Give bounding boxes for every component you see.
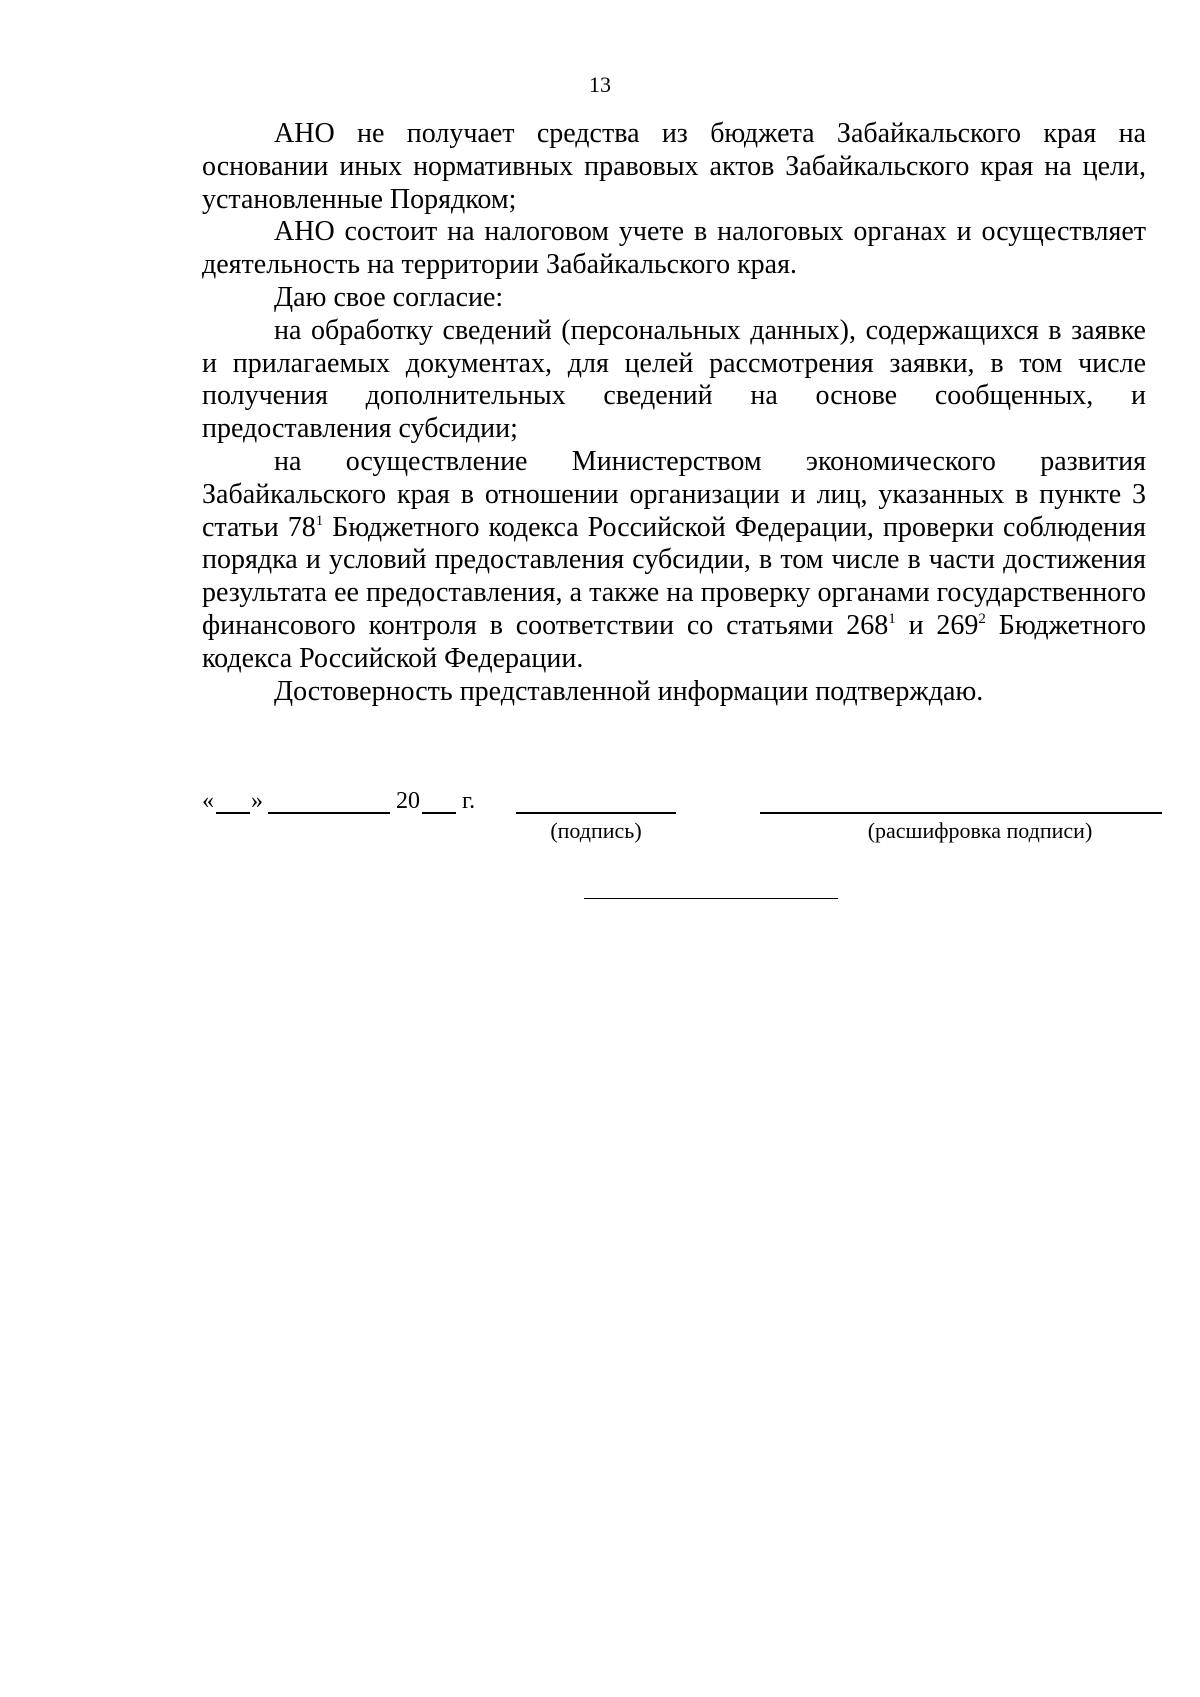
inspection-text-part2: Бюджетного кодекса Российской Федерации, проверки соблюдения порядка и условий предоставления субсидии, в том числе в части достижения результата ее предоставления, а также на проверку органами государственного финансового контроля в соответствии со статьями 268: [202, 511, 1147, 641]
superscript-article-268: 1: [888, 610, 896, 627]
inspection-text-part1: на осуществление Министерством экономического развития Забайкальского края в отношении организации и лиц, указанных в пункте 3 статьи 78: [202, 445, 1146, 543]
body-text: [202, 118, 1146, 708]
date-quote-open: «: [202, 788, 214, 814]
signature-blank[interactable]: [516, 812, 676, 814]
paragraph-inspection-consent: [202, 446, 1146, 676]
paragraph-tax-registration: АНО состоит на налоговом учете в налоговых органах и осуществляет деятельность на территории Забайкальского края.: [202, 216, 1146, 281]
inspection-text-part4: Бюджетного кодекса Российской Федерации.: [202, 609, 1147, 674]
signature-decode-blank[interactable]: [760, 812, 1162, 814]
separator-line: [584, 898, 838, 899]
year-blank[interactable]: [422, 812, 456, 814]
paragraph-budget: АНО не получает средства из бюджета Забайкальского края на основании иных нормативных правовых актов Забайкальского края на цели, установленные Порядком;: [202, 118, 1146, 215]
superscript-article-78: 1: [315, 512, 324, 529]
paragraph-personal-data-consent: на обработку сведений (персональных данных), содержащихся в заявке и прилагаемых документах, для целей рассмотрения заявки, в том числе получения дополнительных сведений на основе сообщенных, и предоставления субсидии;: [202, 314, 1146, 445]
paragraph-confirmation: Достоверность представленной информации подтверждаю.: [274, 675, 984, 707]
date-quote-close: »: [251, 788, 263, 814]
superscript-article-269: 2: [978, 610, 986, 627]
day-blank[interactable]: [216, 812, 250, 814]
paragraph-consent-intro: Даю свое согласие:: [274, 281, 504, 313]
page-number: 13: [589, 72, 611, 97]
year-suffix: г.: [462, 788, 476, 814]
month-blank[interactable]: [268, 812, 390, 814]
signature-decode-caption: (расшифровка подписи): [867, 818, 1093, 843]
signature-caption: (подпись): [550, 818, 642, 843]
year-prefix: 20: [396, 788, 420, 814]
inspection-text-part3: и 269: [895, 609, 979, 641]
